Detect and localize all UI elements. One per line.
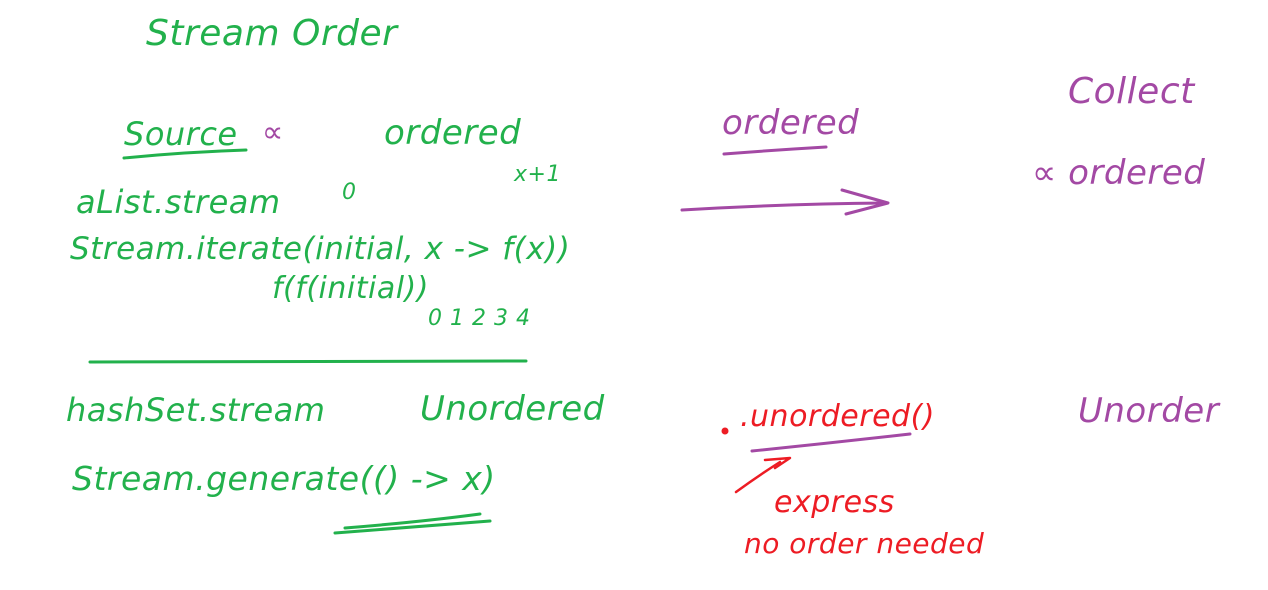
page-title: Stream Order xyxy=(146,13,398,54)
annotation-zero: 0 xyxy=(342,180,357,205)
unordered-call-underline xyxy=(752,434,910,451)
collect-header: Collect xyxy=(1068,71,1195,112)
ordered-arrow-head xyxy=(842,190,888,214)
unordered-call: .unordered() xyxy=(740,399,935,434)
annotation-x-plus-1: x+1 xyxy=(514,162,561,187)
ordered-arrow-shaft xyxy=(682,203,886,210)
generate-underline-2 xyxy=(345,514,480,528)
ordered-underline xyxy=(724,147,826,154)
source-marker: ∝ xyxy=(262,115,284,150)
source-stream-generate: Stream.generate(() -> x) xyxy=(72,459,496,498)
collect-unordered: Unorder xyxy=(1078,391,1220,431)
source-alist-stream: aList.stream xyxy=(76,183,281,221)
iterate-nested-call: f(f(initial)) xyxy=(272,271,429,306)
source-stream-iterate: Stream.iterate(initial, x -> f(x)) xyxy=(70,231,571,267)
ordered-arrow-label: ordered xyxy=(722,103,860,143)
source-hashset-stream: hashSet.stream xyxy=(66,391,326,429)
collect-ordered: ∝ ordered xyxy=(1032,153,1206,193)
annotation-sequence: 0 1 2 3 4 xyxy=(428,306,531,331)
generate-underline-1 xyxy=(335,521,490,533)
unordered-header: Unordered xyxy=(420,389,605,429)
unordered-note-line2: no order needed xyxy=(744,527,985,560)
section-divider xyxy=(90,361,526,362)
source-header: Source xyxy=(124,115,238,153)
note-arrow-head xyxy=(765,458,790,468)
ordered-header: ordered xyxy=(384,113,522,153)
unordered-note-line1: express xyxy=(774,485,895,520)
unordered-call-dot xyxy=(722,428,729,435)
